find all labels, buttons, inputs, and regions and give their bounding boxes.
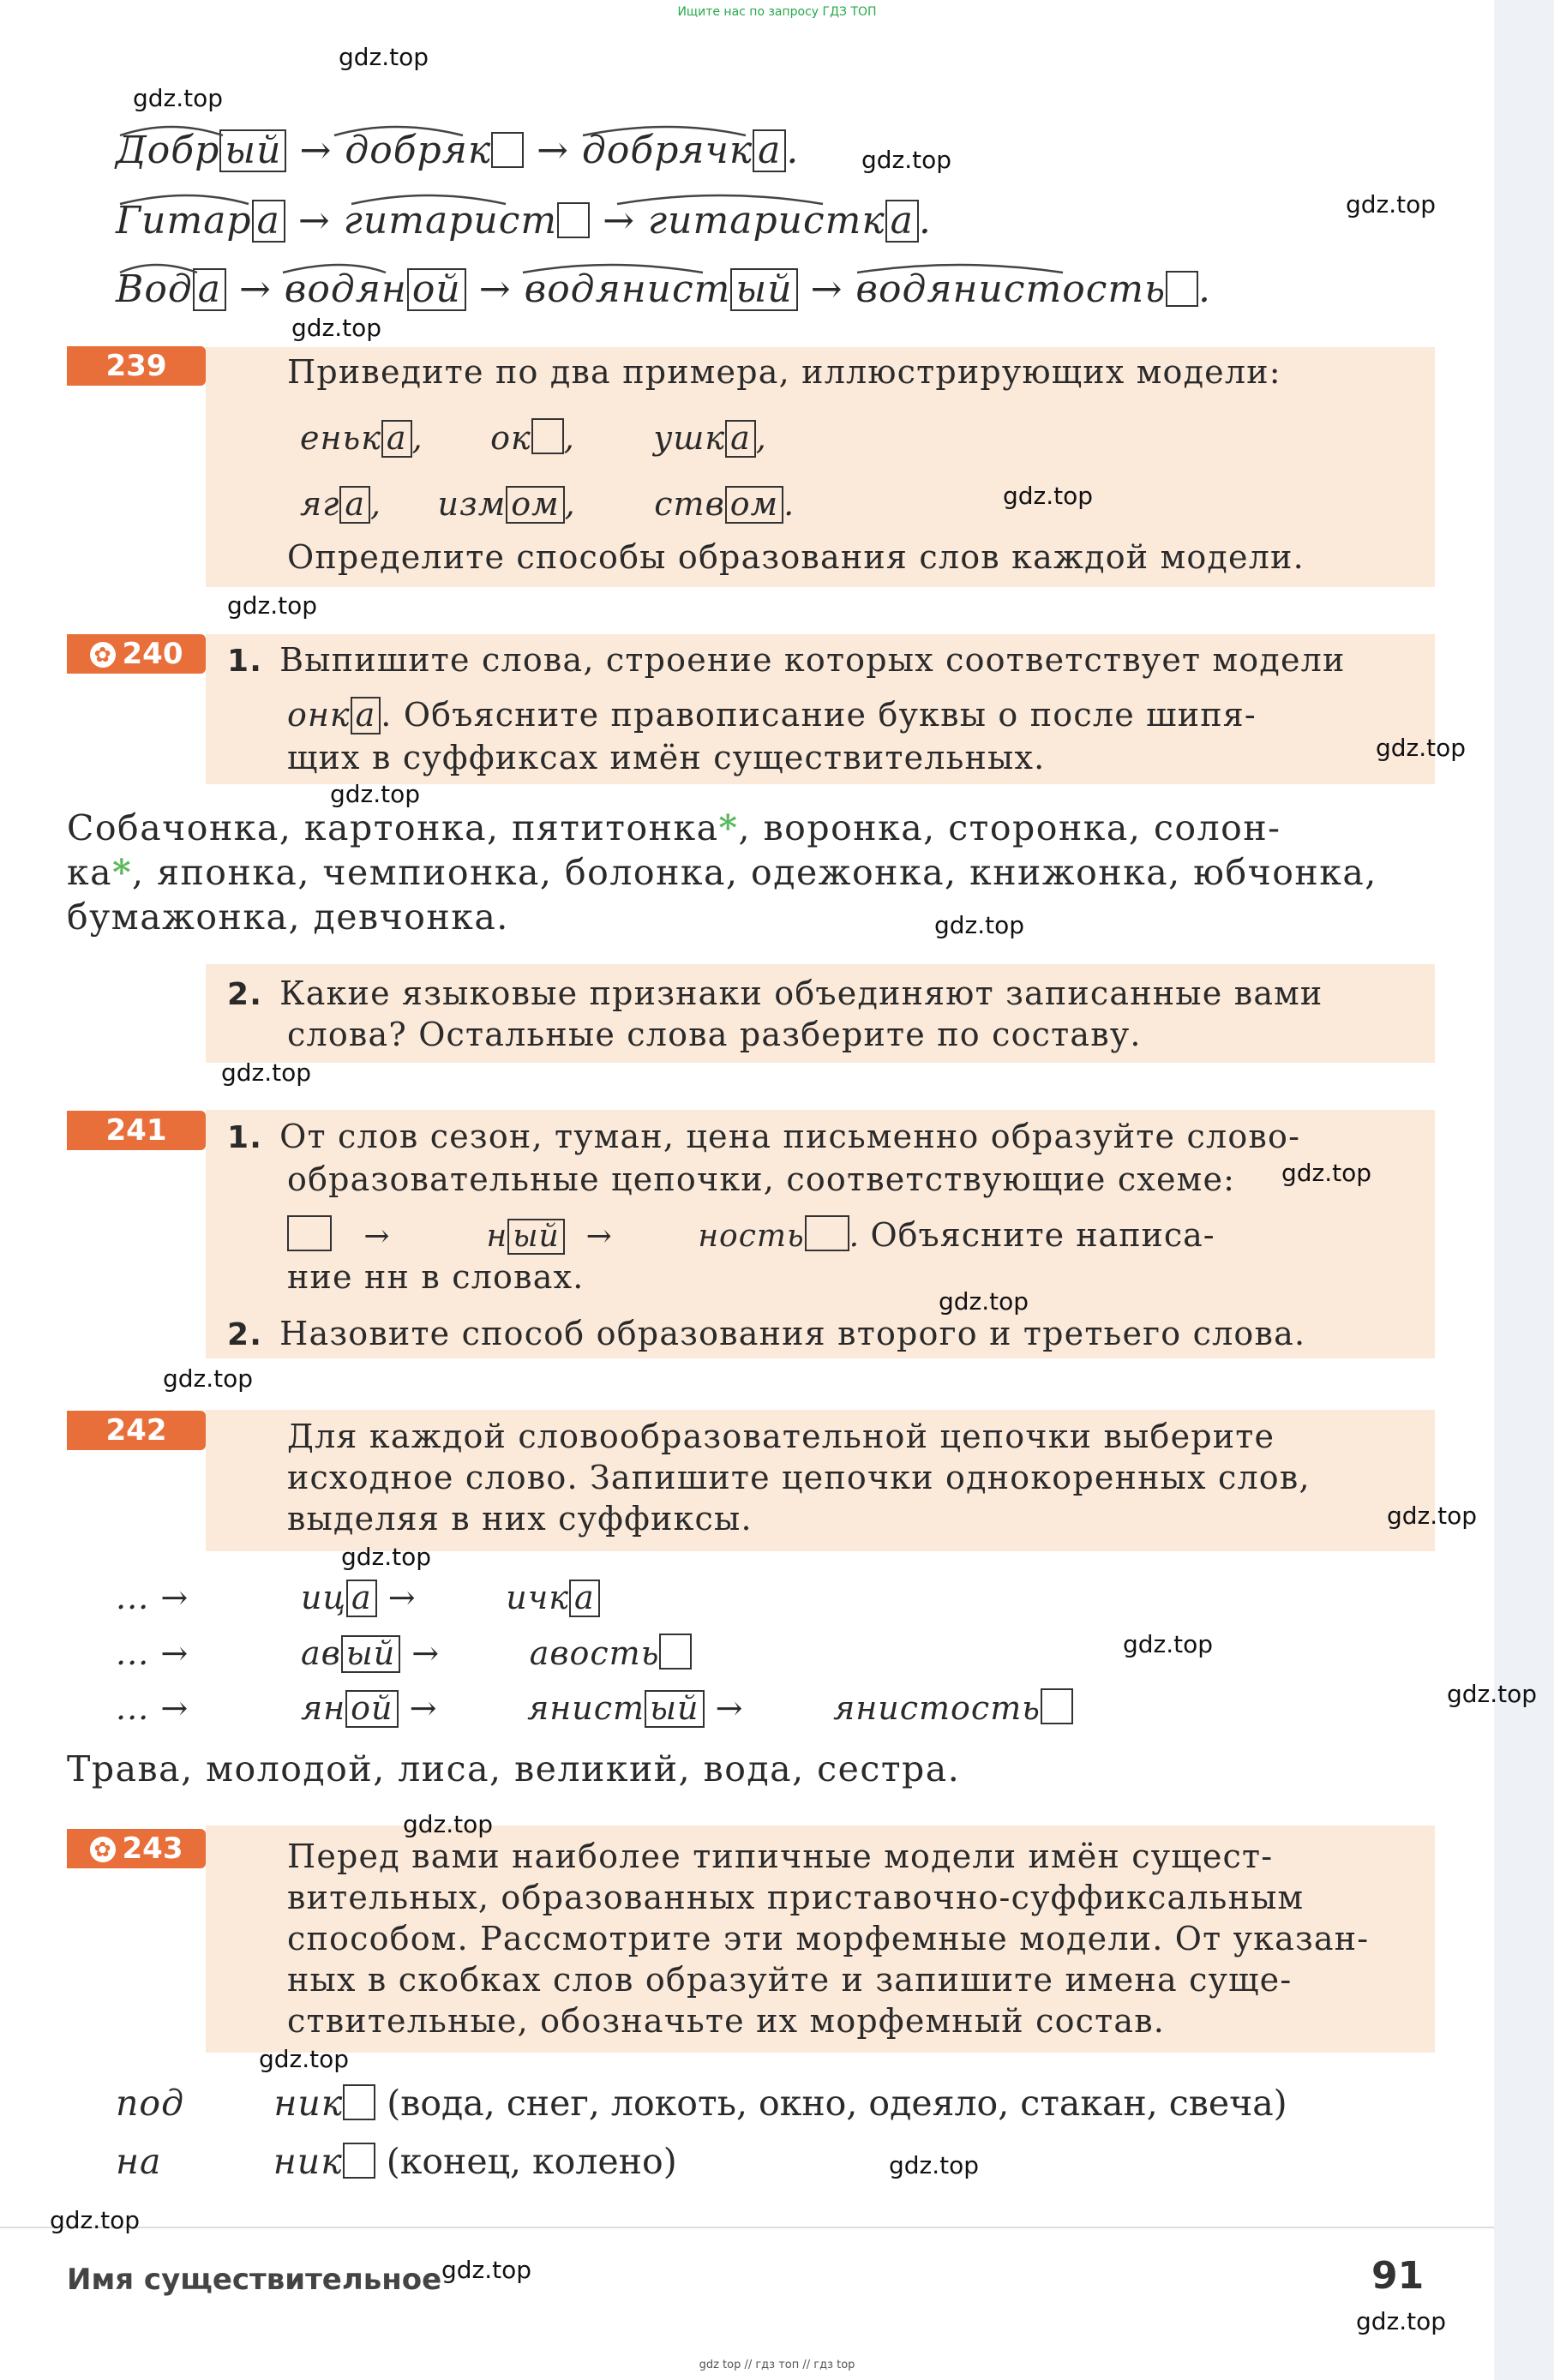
exercise-241-task-2: 2. Назовите способ образования второго и третьего слова. xyxy=(227,1315,1306,1352)
flower-icon: ✿ xyxy=(90,642,116,668)
flower-icon: ✿ xyxy=(90,1837,116,1862)
watermark: gdz.top xyxy=(339,43,429,71)
watermark: gdz.top xyxy=(1281,1159,1372,1187)
exercise-239-models-2: яг а , изм ом , ств ом . xyxy=(300,485,795,523)
watermark: gdz.top xyxy=(1387,1502,1478,1530)
exercise-242-text-2: исходное слово. Запишите цепочки однокоренных слов, xyxy=(287,1459,1311,1496)
asterisk-icon: * xyxy=(718,807,739,848)
exercise-239-tag: 239 xyxy=(67,346,206,386)
exercise-241-task-1-d: ние нн в словах. xyxy=(287,1258,585,1296)
watermark: gdz.top xyxy=(934,911,1025,939)
asterisk-icon: * xyxy=(112,852,133,893)
exercise-243-text-1: Перед вами наиболее типичные модели имён сущест- xyxy=(287,1837,1274,1875)
exercise-240-words-3: бумажонка, девчонка. xyxy=(67,896,509,938)
exercise-242-tag: 242 xyxy=(67,1411,206,1450)
watermark: gdz.top xyxy=(1346,190,1437,219)
watermark: gdz.top xyxy=(133,84,224,112)
exercise-242-chain-3: ... → ян ой → янист ый → янистость xyxy=(116,1688,1073,1728)
watermark: gdz.top xyxy=(441,2256,532,2284)
exercise-243-text-2: вительных, образованных приставочно-суффиксальным xyxy=(287,1879,1305,1916)
watermark: gdz.top xyxy=(1376,734,1467,762)
exercise-240-words-1: Собачонка, картонка, пятитонка*, воронка, сторонка, солон- xyxy=(67,807,1281,848)
watermark: gdz.top xyxy=(1123,1630,1214,1658)
page-number: 91 xyxy=(1371,2254,1425,2298)
bottom-note: gdz top // гдз топ // гдз top xyxy=(699,2359,855,2371)
top-note: Ищите нас по запросу ГДЗ ТОП xyxy=(677,5,877,19)
watermark: gdz.top xyxy=(221,1058,312,1087)
exercise-239-text-2: Определите способы образования слов каждой модели. xyxy=(287,538,1305,576)
watermark: gdz.top xyxy=(1447,1680,1538,1708)
exercise-243-model-1: под ник (вода, снег, локоть, окно, одеяло, стакан, свеча) xyxy=(116,2083,1287,2124)
watermark: gdz.top xyxy=(341,1543,432,1571)
exercise-240-task-1-b: онк а . Объясните правописание буквы о после шипя- xyxy=(287,696,1257,734)
exercise-241-task-1: 1. От слов сезон, туман, цена письменно образуйте слово- xyxy=(227,1118,1301,1155)
chain-3: Вод а → водян ой → водянист ый → водянистость . xyxy=(116,267,1212,311)
exercise-242-text-1: Для каждой словообразовательной цепочки выберите xyxy=(287,1418,1275,1455)
exercise-239-text-1: Приведите по два примера, иллюстрирующих модели: xyxy=(287,353,1281,391)
chain-1-w1: Добр xyxy=(116,129,220,172)
watermark: gdz.top xyxy=(259,2045,350,2073)
watermark: gdz.top xyxy=(403,1810,494,1838)
exercise-240-words-2: ка*, японка, чемпионка, болонка, одежонка, книжонка, юбчонка, xyxy=(67,852,1377,893)
chain-1: Добр ый → добряк → добрячк а . xyxy=(116,129,800,172)
exercise-242-chain-1: ... → иц а → ичк а xyxy=(116,1579,600,1617)
exercise-241-scheme: → н ый → ность . Объясните написа- xyxy=(287,1215,1215,1255)
footer-section-title: Имя существительное xyxy=(67,2263,442,2297)
exercise-242-source-words: Трава, молодой, лиса, великий, вода, сестра. xyxy=(67,1748,961,1789)
exercise-240-task-1-c: щих в суффиксах имён существительных. xyxy=(287,739,1046,776)
watermark: gdz.top xyxy=(939,1287,1029,1316)
exercise-243-tag: ✿ 243 xyxy=(67,1829,206,1868)
footer-divider xyxy=(0,2227,1494,2228)
page-edge-strip xyxy=(1494,0,1554,2380)
exercise-243-model-2: на ник (конец, колено) xyxy=(116,2141,677,2182)
exercise-241-task-1-b: образовательные цепочки, соответствующие схеме: xyxy=(287,1160,1236,1198)
exercise-240-task-1: 1. Выпишите слова, строение которых соответствует модели xyxy=(227,641,1346,679)
exercise-243-text-4: ных в скобках слов образуйте и запишите имена суще- xyxy=(287,1961,1293,1999)
exercise-242-chain-2: ... → ав ый → авость xyxy=(116,1634,692,1673)
exercise-239-models-1: еньк а , ок , ушк а , xyxy=(300,419,767,457)
watermark: gdz.top xyxy=(861,146,952,174)
exercise-240-task-2: 2. Какие языковые признаки объединяют записанные вами xyxy=(227,974,1323,1012)
exercise-243-text-5: ствительные, обозначьте их морфемный состав. xyxy=(287,2002,1166,2040)
watermark: gdz.top xyxy=(1356,2307,1447,2335)
exercise-240-task-2-b: слова? Остальные слова разберите по составу. xyxy=(287,1016,1142,1053)
watermark: gdz.top xyxy=(889,2151,980,2179)
watermark: gdz.top xyxy=(330,780,421,808)
exercise-241-tag: 241 xyxy=(67,1111,206,1150)
exercise-240-tag: ✿ 240 xyxy=(67,634,206,674)
watermark: gdz.top xyxy=(50,2206,141,2234)
exercise-243-text-3: способом. Рассмотрите эти морфемные модели. От указан- xyxy=(287,1920,1370,1957)
watermark: gdz.top xyxy=(1003,482,1094,510)
watermark: gdz.top xyxy=(291,314,382,342)
watermark: gdz.top xyxy=(163,1364,254,1393)
watermark: gdz.top xyxy=(227,591,318,620)
exercise-242-text-3: выделяя в них суффиксы. xyxy=(287,1500,753,1538)
chain-2: Гитар а → гитарист → гитаристк а . xyxy=(116,199,932,243)
